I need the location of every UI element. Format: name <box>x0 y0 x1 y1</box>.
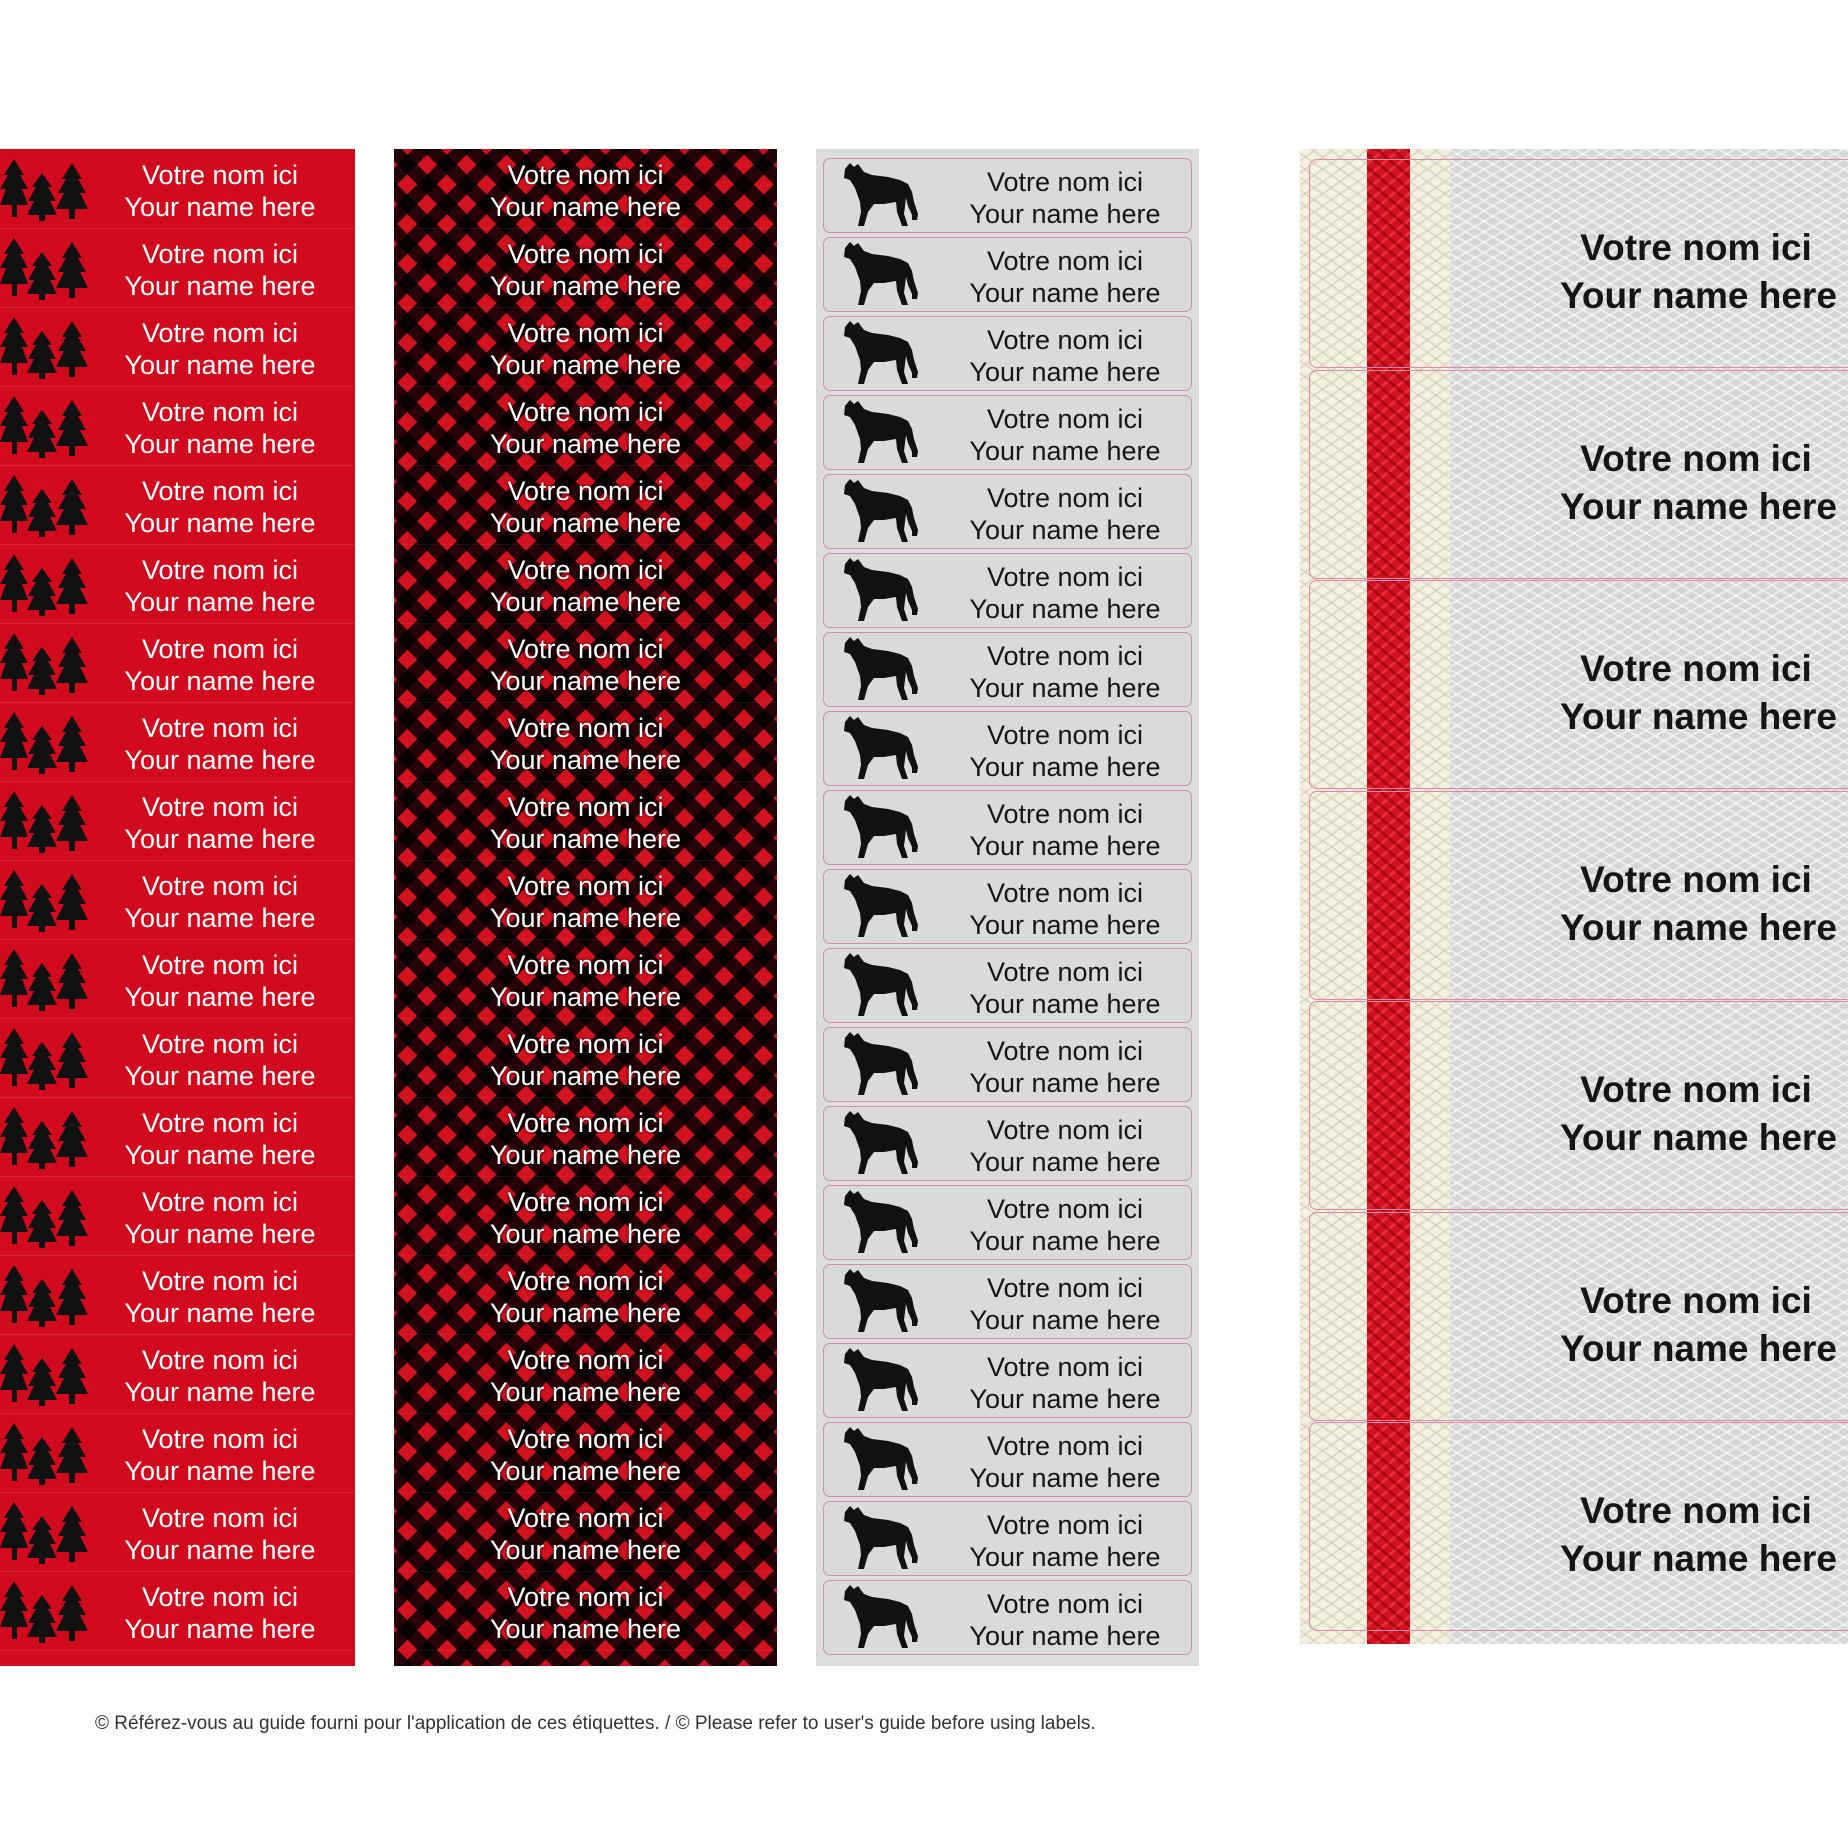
name-line-en: Your name here <box>969 357 1161 387</box>
label-text <box>394 712 777 776</box>
pine-trees-icon <box>0 633 94 695</box>
name-label[interactable] <box>823 158 1192 233</box>
name-line-fr: Votre nom ici <box>507 1187 664 1217</box>
name-line-en: Your name here <box>124 1298 316 1328</box>
name-label[interactable] <box>0 465 355 545</box>
name-label[interactable] <box>823 632 1192 707</box>
name-line-en: Your name here <box>489 824 682 854</box>
label-text <box>1560 435 1837 531</box>
name-line-fr: Votre nom ici <box>141 1503 299 1533</box>
sheet-grey-wolf <box>816 149 1199 1666</box>
label-text <box>942 1272 1188 1336</box>
wolf-icon <box>842 320 922 388</box>
name-line-fr: Votre nom ici <box>1580 1279 1812 1321</box>
name-line-fr: Votre nom ici <box>986 1115 1144 1145</box>
label-text <box>942 166 1188 230</box>
name-line-fr: Votre nom ici <box>986 1036 1144 1066</box>
name-line-fr: Votre nom ici <box>507 1503 664 1533</box>
name-line-fr: Votre nom ici <box>507 1029 664 1059</box>
pine-trees-icon <box>0 1423 94 1485</box>
name-line-en: Your name here <box>969 515 1161 545</box>
wolf-icon <box>842 557 922 625</box>
usage-notice: © Référez-vous au guide fourni pour l'application de ces étiquettes. / © Please refer to user's guide before using labels. <box>95 1713 1096 1734</box>
label-text <box>1560 1277 1837 1373</box>
name-label[interactable] <box>394 1334 777 1414</box>
name-label[interactable] <box>394 1255 777 1335</box>
name-line-fr: Votre nom ici <box>507 318 664 348</box>
name-label[interactable] <box>823 1106 1192 1181</box>
name-line-fr: Votre nom ici <box>141 476 299 506</box>
name-line-en: Your name here <box>1560 485 1837 527</box>
name-label[interactable] <box>823 316 1192 391</box>
sheet-knit-sweater <box>1300 149 1848 1644</box>
label-text <box>110 1265 330 1329</box>
label-text <box>394 1028 777 1092</box>
name-line-en: Your name here <box>489 429 682 459</box>
name-label[interactable] <box>0 781 355 861</box>
name-label[interactable] <box>394 1413 777 1493</box>
label-text <box>110 475 330 539</box>
name-label[interactable] <box>0 1176 355 1256</box>
label-text <box>1560 224 1837 320</box>
name-line-fr: Votre nom ici <box>1580 648 1812 689</box>
name-line-en: Your name here <box>969 1305 1161 1335</box>
pine-trees-icon <box>0 1344 94 1406</box>
name-label[interactable] <box>0 149 355 229</box>
label-text <box>394 475 777 539</box>
name-line-fr: Votre nom ici <box>141 1266 299 1296</box>
label-text <box>942 640 1188 704</box>
label-text <box>394 791 777 855</box>
name-line-en: Your name here <box>969 1384 1161 1414</box>
name-line-en: Your name here <box>969 1147 1161 1177</box>
wolf-icon <box>842 636 922 704</box>
name-line-fr: Votre nom ici <box>507 713 664 743</box>
name-line-fr: Votre nom ici <box>507 476 664 506</box>
name-line-en: Your name here <box>124 350 316 380</box>
label-text <box>942 1351 1188 1415</box>
wolf-icon <box>842 873 922 941</box>
name-line-en: Your name here <box>969 199 1161 229</box>
label-text <box>942 1509 1188 1573</box>
name-label[interactable] <box>1309 370 1848 579</box>
pine-trees-icon <box>0 1186 94 1248</box>
name-line-fr: Votre nom ici <box>986 483 1144 513</box>
label-text <box>110 159 330 223</box>
label-text <box>394 1423 777 1487</box>
label-text <box>942 1114 1188 1178</box>
name-label[interactable] <box>823 1343 1192 1418</box>
label-text <box>1560 1066 1837 1162</box>
name-label[interactable] <box>394 702 777 782</box>
name-line-en: Your name here <box>489 1377 682 1407</box>
label-text <box>394 949 777 1013</box>
name-line-en: Your name here <box>124 1377 316 1407</box>
label-text <box>942 245 1188 309</box>
name-label[interactable] <box>823 869 1192 944</box>
label-text <box>394 317 777 381</box>
name-line-en: Your name here <box>969 831 1161 861</box>
name-label[interactable] <box>0 1492 355 1572</box>
label-text <box>394 1186 777 1250</box>
label-text <box>942 561 1188 625</box>
label-text <box>942 956 1188 1020</box>
name-label[interactable] <box>1309 1001 1848 1210</box>
label-text <box>110 870 330 934</box>
name-line-en: Your name here <box>124 587 316 617</box>
name-label[interactable] <box>823 1580 1192 1655</box>
name-line-en: Your name here <box>1560 1117 1837 1158</box>
name-line-fr: Votre nom ici <box>986 167 1144 197</box>
name-line-en: Your name here <box>489 587 682 617</box>
name-line-en: Your name here <box>124 1140 316 1170</box>
label-text <box>942 798 1188 862</box>
name-label[interactable] <box>394 781 777 861</box>
name-label[interactable] <box>394 149 777 229</box>
name-line-en: Your name here <box>489 192 682 222</box>
name-label[interactable] <box>394 307 777 387</box>
name-label[interactable] <box>0 386 355 466</box>
name-line-fr: Votre nom ici <box>986 957 1144 987</box>
name-line-fr: Votre nom ici <box>507 950 664 980</box>
label-text <box>942 324 1188 388</box>
name-line-en: Your name here <box>1560 275 1837 316</box>
name-line-en: Your name here <box>1560 906 1837 948</box>
name-line-en: Your name here <box>124 192 316 222</box>
name-line-fr: Votre nom ici <box>986 878 1144 908</box>
sheet-buffalo-plaid <box>394 149 777 1666</box>
wolf-icon <box>842 1110 922 1178</box>
name-line-en: Your name here <box>489 1219 682 1249</box>
name-line-fr: Votre nom ici <box>141 1582 299 1612</box>
pine-trees-icon <box>0 949 94 1011</box>
pine-trees-icon <box>0 554 94 616</box>
label-text <box>1560 645 1837 741</box>
name-label[interactable] <box>823 474 1192 549</box>
name-line-en: Your name here <box>489 1535 682 1565</box>
label-text <box>394 1107 777 1171</box>
name-label[interactable] <box>823 1422 1192 1497</box>
name-line-fr: Votre nom ici <box>1580 437 1812 479</box>
label-text <box>110 1344 330 1408</box>
name-line-fr: Votre nom ici <box>507 397 664 427</box>
name-line-fr: Votre nom ici <box>986 325 1144 355</box>
label-text <box>110 949 330 1013</box>
name-line-en: Your name here <box>489 745 682 775</box>
label-text <box>394 1344 777 1408</box>
name-line-en: Your name here <box>124 1219 316 1249</box>
name-label[interactable] <box>1309 791 1848 1000</box>
wolf-icon <box>842 1268 922 1336</box>
name-label[interactable] <box>1309 580 1848 789</box>
name-line-en: Your name here <box>489 1061 682 1091</box>
name-line-fr: Votre nom ici <box>141 239 299 269</box>
name-line-en: Your name here <box>124 429 316 459</box>
name-line-en: Your name here <box>489 1614 682 1644</box>
name-label[interactable] <box>394 465 777 545</box>
name-line-fr: Votre nom ici <box>1580 1490 1812 1531</box>
name-label[interactable] <box>823 790 1192 865</box>
pine-trees-icon <box>0 396 94 458</box>
name-line-en: Your name here <box>969 1542 1161 1572</box>
name-line-en: Your name here <box>124 745 316 775</box>
name-line-fr: Votre nom ici <box>507 1266 664 1296</box>
name-line-fr: Votre nom ici <box>141 871 299 901</box>
label-text <box>942 1193 1188 1257</box>
label-text <box>394 159 777 223</box>
pine-trees-icon <box>0 475 94 537</box>
label-text <box>394 1265 777 1329</box>
name-line-en: Your name here <box>124 1614 316 1644</box>
name-line-en: Your name here <box>124 903 316 933</box>
wolf-icon <box>842 1584 922 1652</box>
name-line-en: Your name here <box>1560 1327 1837 1369</box>
pine-trees-icon <box>0 238 94 300</box>
wolf-icon <box>842 1031 922 1099</box>
name-label[interactable] <box>0 623 355 703</box>
name-label[interactable] <box>0 307 355 387</box>
name-line-en: Your name here <box>489 666 682 696</box>
name-line-en: Your name here <box>969 673 1161 703</box>
label-text <box>394 870 777 934</box>
name-line-fr: Votre nom ici <box>141 1108 299 1138</box>
name-line-fr: Votre nom ici <box>141 1029 299 1059</box>
name-label[interactable] <box>1309 1212 1848 1421</box>
pine-trees-icon <box>0 1581 94 1643</box>
name-line-en: Your name here <box>969 436 1161 466</box>
label-text <box>110 791 330 855</box>
name-line-fr: Votre nom ici <box>986 1194 1144 1224</box>
name-label[interactable] <box>0 1413 355 1493</box>
name-label[interactable] <box>394 1492 777 1572</box>
label-text <box>394 554 777 618</box>
name-label[interactable] <box>394 860 777 940</box>
name-line-fr: Votre nom ici <box>141 555 299 585</box>
name-line-fr: Votre nom ici <box>986 1510 1144 1540</box>
label-text <box>110 1502 330 1566</box>
name-line-en: Your name here <box>969 752 1161 782</box>
name-label[interactable] <box>394 1097 777 1177</box>
name-label[interactable] <box>0 544 355 624</box>
name-label[interactable] <box>394 228 777 308</box>
name-label[interactable] <box>823 1501 1192 1576</box>
name-line-en: Your name here <box>124 824 316 854</box>
name-line-fr: Votre nom ici <box>1580 227 1812 268</box>
label-text <box>110 1423 330 1487</box>
name-line-fr: Votre nom ici <box>986 641 1144 671</box>
name-line-en: Your name here <box>489 1140 682 1170</box>
wolf-icon <box>842 1347 922 1415</box>
name-line-fr: Votre nom ici <box>507 1108 664 1138</box>
pine-trees-icon <box>0 159 94 221</box>
name-line-fr: Votre nom ici <box>141 792 299 822</box>
label-text <box>394 1581 777 1645</box>
name-line-fr: Votre nom ici <box>507 1424 664 1454</box>
name-line-en: Your name here <box>969 594 1161 624</box>
name-line-fr: Votre nom ici <box>141 1345 299 1375</box>
name-label[interactable] <box>0 1018 355 1098</box>
name-line-fr: Votre nom ici <box>507 792 664 822</box>
name-label[interactable] <box>394 1571 777 1651</box>
wolf-icon <box>842 1505 922 1573</box>
label-text <box>110 1186 330 1250</box>
name-label[interactable] <box>0 1255 355 1335</box>
name-label[interactable] <box>394 1176 777 1256</box>
name-line-fr: Votre nom ici <box>986 720 1144 750</box>
name-line-fr: Votre nom ici <box>141 634 299 664</box>
name-line-en: Your name here <box>969 1068 1161 1098</box>
name-line-fr: Votre nom ici <box>141 1424 299 1454</box>
name-line-en: Your name here <box>1560 1538 1837 1579</box>
label-text <box>394 238 777 302</box>
name-line-fr: Votre nom ici <box>507 555 664 585</box>
name-line-fr: Votre nom ici <box>141 397 299 427</box>
label-text <box>942 1035 1188 1099</box>
name-line-en: Your name here <box>489 982 682 1012</box>
pine-trees-icon <box>0 870 94 932</box>
name-line-fr: Votre nom ici <box>507 239 664 269</box>
name-label[interactable] <box>0 1334 355 1414</box>
name-line-fr: Votre nom ici <box>141 160 299 190</box>
name-line-en: Your name here <box>124 666 316 696</box>
name-line-en: Your name here <box>489 271 682 301</box>
name-line-fr: Votre nom ici <box>141 1187 299 1217</box>
wolf-icon <box>842 399 922 467</box>
name-label[interactable] <box>823 711 1192 786</box>
name-line-fr: Votre nom ici <box>986 1589 1144 1619</box>
name-line-en: Your name here <box>489 903 682 933</box>
label-text <box>110 238 330 302</box>
wolf-icon <box>842 162 922 230</box>
pine-trees-icon <box>0 1028 94 1090</box>
label-text <box>942 877 1188 941</box>
label-text <box>942 482 1188 546</box>
wolf-icon <box>842 1189 922 1257</box>
wolf-icon <box>842 478 922 546</box>
label-text <box>942 1430 1188 1494</box>
name-line-en: Your name here <box>489 1298 682 1328</box>
name-line-en: Your name here <box>124 271 316 301</box>
name-line-en: Your name here <box>124 1535 316 1565</box>
name-line-en: Your name here <box>124 982 316 1012</box>
label-text <box>110 712 330 776</box>
name-label[interactable] <box>0 228 355 308</box>
name-line-en: Your name here <box>969 910 1161 940</box>
name-label[interactable] <box>823 1027 1192 1102</box>
wolf-icon <box>842 794 922 862</box>
name-line-fr: Votre nom ici <box>507 1345 664 1375</box>
name-line-fr: Votre nom ici <box>986 1273 1144 1303</box>
name-line-fr: Votre nom ici <box>507 160 664 190</box>
name-line-fr: Votre nom ici <box>507 1582 664 1612</box>
label-text <box>394 396 777 460</box>
pine-trees-icon <box>0 1265 94 1327</box>
name-label[interactable] <box>0 860 355 940</box>
name-label[interactable] <box>1309 159 1848 368</box>
name-label[interactable] <box>823 1185 1192 1260</box>
name-line-en: Your name here <box>124 1456 316 1486</box>
wolf-icon <box>842 1426 922 1494</box>
name-line-en: Your name here <box>1560 696 1837 737</box>
name-line-fr: Votre nom ici <box>141 950 299 980</box>
name-line-fr: Votre nom ici <box>986 1352 1144 1382</box>
name-line-en: Your name here <box>969 989 1161 1019</box>
name-line-en: Your name here <box>489 508 682 538</box>
name-label[interactable] <box>1309 1422 1848 1631</box>
name-line-fr: Votre nom ici <box>986 562 1144 592</box>
name-line-fr: Votre nom ici <box>1580 858 1812 900</box>
name-line-en: Your name here <box>489 350 682 380</box>
name-label[interactable] <box>394 544 777 624</box>
label-text <box>394 1502 777 1566</box>
name-line-en: Your name here <box>969 278 1161 308</box>
name-label[interactable] <box>0 1097 355 1177</box>
label-text <box>110 317 330 381</box>
name-label[interactable] <box>394 386 777 466</box>
name-label[interactable] <box>394 939 777 1019</box>
name-line-fr: Votre nom ici <box>507 871 664 901</box>
name-label[interactable] <box>0 702 355 782</box>
pine-trees-icon <box>0 791 94 853</box>
wolf-icon <box>842 715 922 783</box>
label-text <box>110 554 330 618</box>
wolf-icon <box>842 241 922 309</box>
name-label[interactable] <box>823 1264 1192 1339</box>
name-line-en: Your name here <box>489 1456 682 1486</box>
name-line-fr: Votre nom ici <box>986 404 1144 434</box>
name-label[interactable] <box>823 237 1192 312</box>
name-line-en: Your name here <box>969 1621 1161 1651</box>
label-text <box>942 719 1188 783</box>
label-text <box>110 1028 330 1092</box>
name-line-en: Your name here <box>969 1463 1161 1493</box>
name-line-en: Your name here <box>969 1226 1161 1256</box>
name-line-fr: Votre nom ici <box>986 1431 1144 1461</box>
name-line-fr: Votre nom ici <box>986 246 1144 276</box>
label-text <box>110 1581 330 1645</box>
label-text <box>110 1107 330 1171</box>
label-text <box>942 1588 1188 1652</box>
name-line-en: Your name here <box>124 508 316 538</box>
name-line-fr: Votre nom ici <box>986 799 1144 829</box>
name-label[interactable] <box>0 939 355 1019</box>
sheet-red-pine-trees <box>0 149 355 1666</box>
pine-trees-icon <box>0 317 94 379</box>
name-line-fr: Votre nom ici <box>141 713 299 743</box>
name-line-en: Your name here <box>124 1061 316 1091</box>
label-text <box>394 633 777 697</box>
pine-trees-icon <box>0 712 94 774</box>
pine-trees-icon <box>0 1107 94 1169</box>
label-text <box>110 396 330 460</box>
label-text <box>1560 856 1837 952</box>
label-text <box>110 633 330 697</box>
name-label[interactable] <box>823 948 1192 1023</box>
name-line-fr: Votre nom ici <box>141 318 299 348</box>
label-text <box>1560 1487 1837 1583</box>
label-text <box>942 403 1188 467</box>
name-label[interactable] <box>823 395 1192 470</box>
name-label[interactable] <box>0 1571 355 1651</box>
wolf-icon <box>842 952 922 1020</box>
name-line-fr: Votre nom ici <box>507 634 664 664</box>
name-label[interactable] <box>394 623 777 703</box>
name-line-fr: Votre nom ici <box>1580 1069 1812 1110</box>
name-label[interactable] <box>394 1018 777 1098</box>
name-label[interactable] <box>823 553 1192 628</box>
pine-trees-icon <box>0 1502 94 1564</box>
